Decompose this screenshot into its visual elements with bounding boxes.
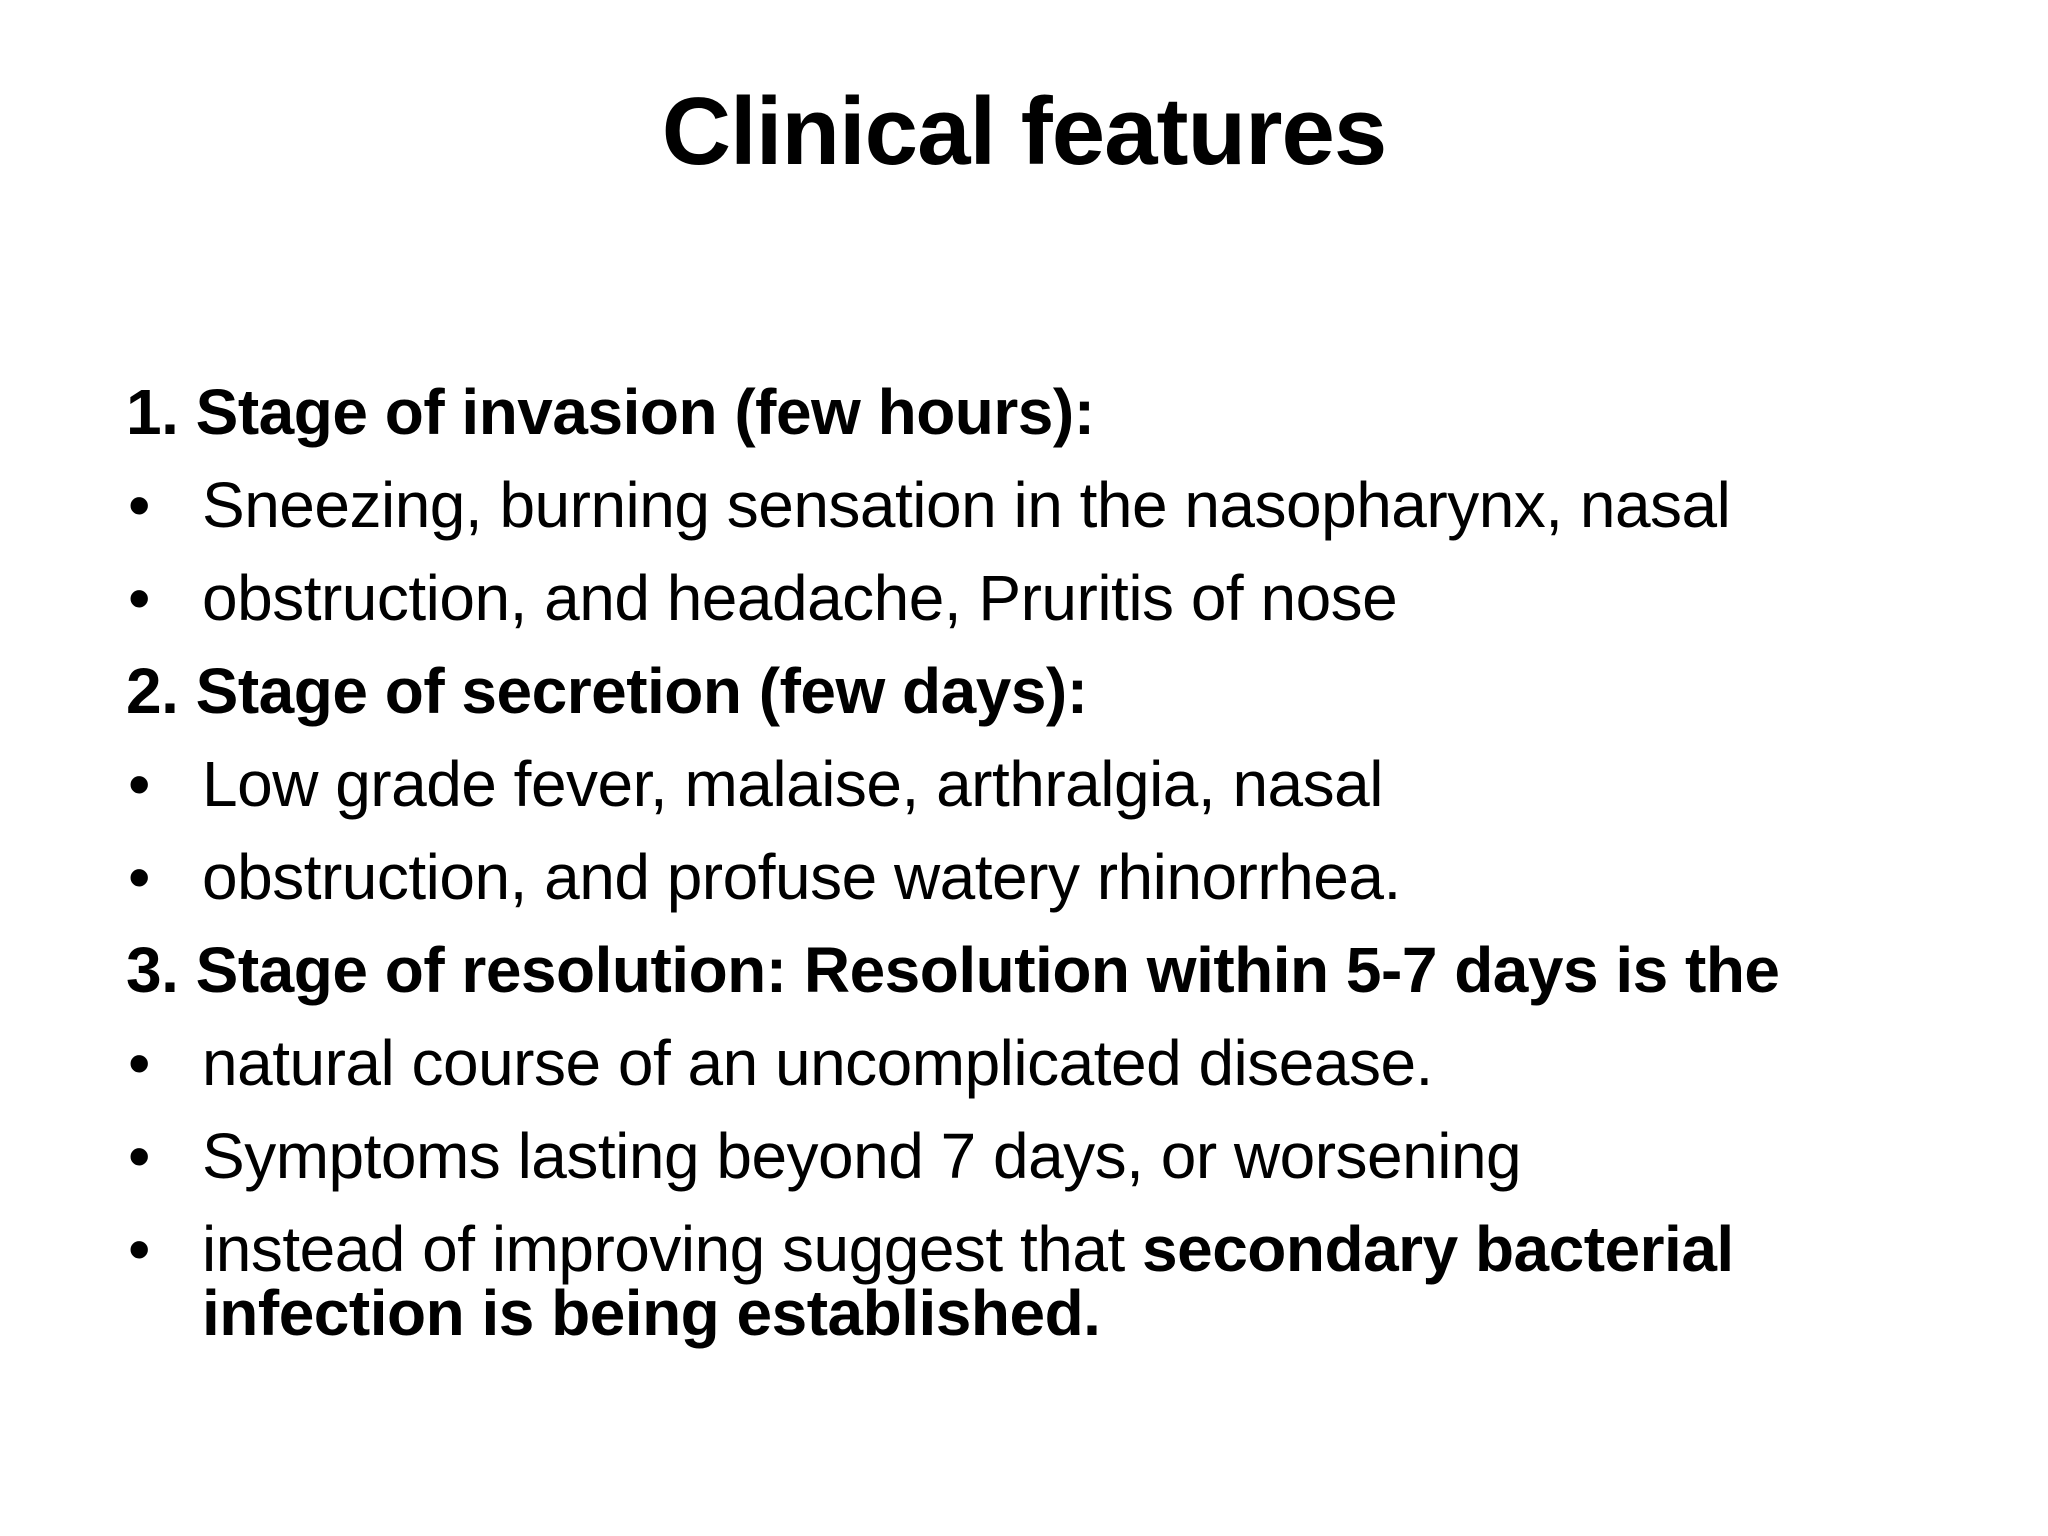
slide-body: [126, 366, 1986, 1348]
bullet-text: Low grade fever, malaise, arthralgia, nasal: [202, 748, 1383, 820]
bullet-text: instead of improving suggest that: [202, 1213, 1142, 1285]
list-item: [126, 1017, 1986, 1110]
bullet-text: Sneezing, burning sensation in the nasopharynx, nasal: [202, 469, 1731, 541]
list-item: [126, 738, 1986, 831]
bullet-bold-text: secondary bacterial: [1142, 1213, 1734, 1285]
bullet-icon: •: [128, 1027, 150, 1099]
bullet-icon: •: [128, 748, 150, 820]
list-item: [126, 1110, 1986, 1203]
stage-3-heading: 3. Stage of resolution: Resolution within 5-7 days is the: [126, 934, 1780, 1006]
slide-title: Clinical features: [661, 78, 1387, 185]
bullet-icon: •: [128, 469, 150, 541]
bullet-icon: •: [128, 841, 150, 913]
bullet-icon: •: [128, 1120, 150, 1192]
bullet-text: obstruction, and profuse watery rhinorrhea.: [202, 841, 1401, 913]
list-item: [126, 831, 1986, 924]
bullet-text: obstruction, and headache, Pruritis of nose: [202, 562, 1398, 634]
bullet-continuation: infection is being established.: [202, 1277, 1101, 1349]
list-item: [126, 552, 1986, 645]
list-item: [126, 1203, 1986, 1296]
bullet-icon: •: [128, 562, 150, 634]
stage-2-heading: 2. Stage of secretion (few days):: [126, 655, 1088, 727]
bullet-text: natural course of an uncomplicated disease.: [202, 1027, 1433, 1099]
bullet-icon: •: [128, 1213, 150, 1285]
list-item: [126, 459, 1986, 552]
bullet-text: Symptoms lasting beyond 7 days, or worsening: [202, 1120, 1522, 1192]
stage-1-heading: 1. Stage of invasion (few hours):: [126, 376, 1095, 448]
